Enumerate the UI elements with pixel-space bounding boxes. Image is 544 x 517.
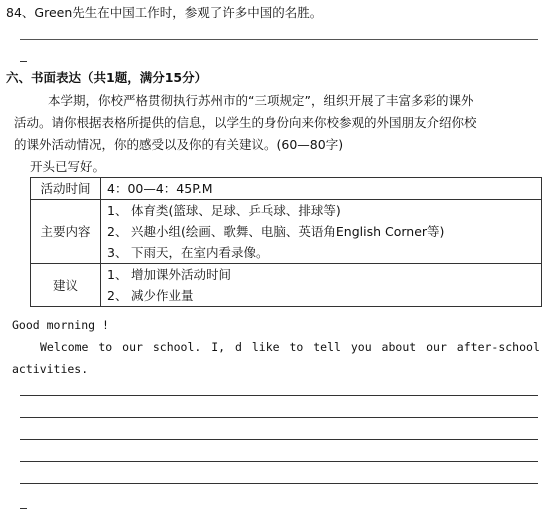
- question-number: 84、: [6, 5, 35, 20]
- instructions-line-3: 的课外活动情况，你的感受以及你的有关建议。(60—80字): [14, 137, 344, 152]
- line-text: 体育类(篮球、足球、乒乓球、排球等): [131, 203, 341, 218]
- row-content: [101, 200, 542, 264]
- row-content: [101, 264, 542, 307]
- essay-greeting: Good morning !: [12, 318, 109, 332]
- row-line: [107, 285, 535, 306]
- row-label: 主要内容: [31, 200, 101, 264]
- line-text: 兴趣小组(绘画、歌舞、电脑、英语角English Corner等): [131, 224, 445, 239]
- writing-line: [20, 395, 538, 396]
- question-sentence: Green先生在中国工作时，参观了许多中国的名胜。: [34, 5, 323, 20]
- answer-line-tick: [20, 61, 27, 62]
- opening-note: 开头已写好。: [30, 159, 106, 174]
- writing-line-tick: [20, 508, 27, 509]
- line-number: 2、: [107, 288, 128, 303]
- row-label: 建议: [31, 264, 101, 307]
- line-text: 增加课外活动时间: [131, 267, 232, 282]
- row-line: [107, 242, 535, 263]
- writing-line: [20, 483, 538, 484]
- writing-line: [20, 461, 538, 462]
- row-line: [107, 200, 535, 221]
- essay-line-1: Welcome to our school. I, d like to tell you about our after-school: [40, 340, 540, 354]
- essay-line-2: activities.: [12, 362, 89, 376]
- line-number: 1、: [107, 203, 128, 218]
- question-84: [6, 5, 322, 21]
- row-line: 4：00—4：45P.M: [107, 181, 213, 196]
- writing-line: [20, 417, 538, 418]
- row-label: 活动时间: [31, 178, 101, 200]
- table-row-suggestions: [31, 264, 542, 307]
- writing-line: [20, 439, 538, 440]
- instructions-line-2: 活动。请你根据表格所提供的信息，以学生的身份向来你校参观的外国朋友介绍你校: [14, 115, 477, 130]
- table-row-time: [31, 178, 542, 200]
- line-number: 3、: [107, 245, 128, 260]
- row-content: [101, 178, 542, 200]
- line-text: 减少作业量: [131, 288, 194, 303]
- line-number: 2、: [107, 224, 128, 239]
- instructions-line-1: 本学期，你校严格贯彻执行苏州市的“三项规定”，组织开展了丰富多彩的课外: [48, 93, 474, 108]
- section-title: 六、书面表达（共1题，满分15分）: [6, 70, 208, 85]
- row-line: [107, 264, 535, 285]
- row-line: [107, 221, 535, 242]
- line-text: 下雨天，在室内看录像。: [131, 245, 269, 260]
- answer-line: [20, 39, 538, 40]
- activity-table: [30, 177, 542, 307]
- table-row-content: [31, 200, 542, 264]
- line-number: 1、: [107, 267, 128, 282]
